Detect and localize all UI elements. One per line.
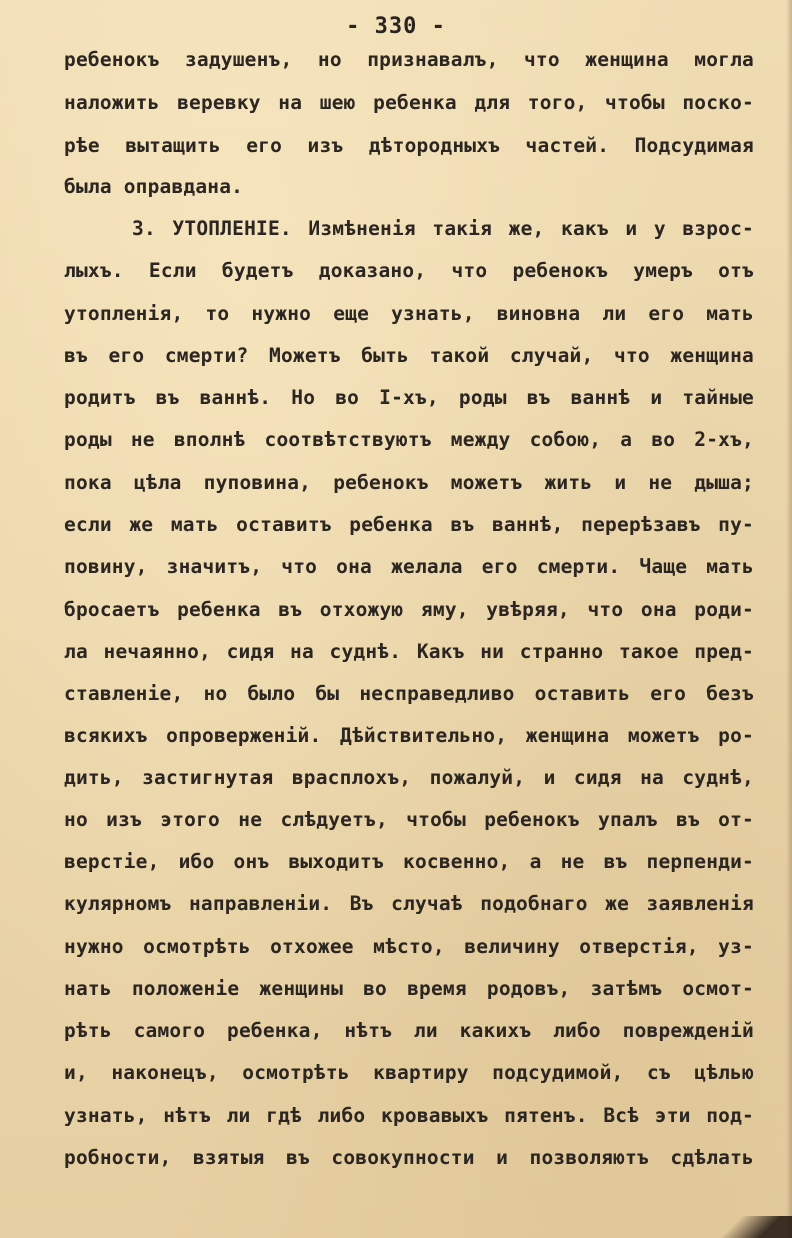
text-line: всякихъ опроверженій. Дѣйствительно, женщина можетъ ро-: [64, 724, 754, 747]
text-line: ребенокъ задушенъ, но признавалъ, что женщина могла: [64, 48, 754, 71]
text-line: родитъ въ ваннѣ. Но во I-хъ, роды въ ваннѣ и тайные: [64, 386, 754, 409]
text-line: утопленія, то нужно еще узнать, виновна ли его мать: [64, 302, 754, 325]
text-line: кулярномъ направленіи. Въ случаѣ подобнаго же заявленія: [64, 892, 754, 915]
text-line: пока цѣла пуповина, ребенокъ можетъ жить и не дыша;: [64, 471, 754, 494]
text-line: роды не вполнѣ соотвѣтствуютъ между собою, а во 2-хъ,: [64, 428, 754, 451]
text-line: рѣть самого ребенка, нѣтъ ли какихъ либо поврежденій: [64, 1019, 754, 1042]
text-line: узнать, нѣтъ ли гдѣ либо кровавыхъ пятенъ. Всѣ эти под-: [64, 1104, 754, 1127]
text-line: нать положеніе женщины во время родовъ, затѣмъ осмот-: [64, 977, 754, 1000]
text-line: лыхъ. Если будетъ доказано, что ребенокъ умеръ отъ: [64, 259, 754, 282]
text-line: повину, значитъ, что она желала его смерти. Чаще мать: [64, 555, 754, 578]
text-line: наложить веревку на шею ребенка для того, чтобы поско-: [64, 91, 754, 114]
text-line: если же мать оставитъ ребенка въ ваннѣ, перерѣзавъ пу-: [64, 513, 754, 536]
text-line: рѣе вытащить его изъ дѣтородныхъ частей. Подсудимая: [64, 134, 754, 157]
section-heading-line: 3. УТОПЛЕНІЕ. Измѣненія такія же, какъ и у взрос-: [132, 217, 754, 240]
text-line: и, наконецъ, осмотрѣть квартиру подсудимой, съ цѣлью: [64, 1061, 754, 1084]
page-corner-shadow: [682, 1216, 792, 1238]
text-line: нужно осмотрѣть отхожее мѣсто, величину отверстія, уз-: [64, 935, 754, 958]
page-number: - 330 -: [346, 14, 446, 39]
text-line: верстіе, ибо онъ выходитъ косвенно, а не въ перпенди-: [64, 850, 754, 873]
text-line: въ его смерти? Можетъ быть такой случай, что женщина: [64, 344, 754, 367]
text-line: дить, застигнутая врасплохъ, пожалуй, и сидя на суднѣ,: [64, 766, 754, 789]
text-line: но изъ этого не слѣдуетъ, чтобы ребенокъ упалъ въ от-: [64, 808, 754, 831]
text-line: бросаетъ ребенка въ отхожую яму, увѣряя, что она роди-: [64, 598, 754, 621]
text-line: была оправдана.: [64, 175, 244, 198]
page-edge-shadow: [786, 0, 792, 1238]
text-line: ла нечаянно, сидя на суднѣ. Какъ ни странно такое пред-: [64, 640, 754, 663]
text-line: ставленіе, но было бы несправедливо оставить его безъ: [64, 682, 754, 705]
text-line: робности, взятыя въ совокупности и позволяютъ сдѣлать: [64, 1146, 754, 1169]
